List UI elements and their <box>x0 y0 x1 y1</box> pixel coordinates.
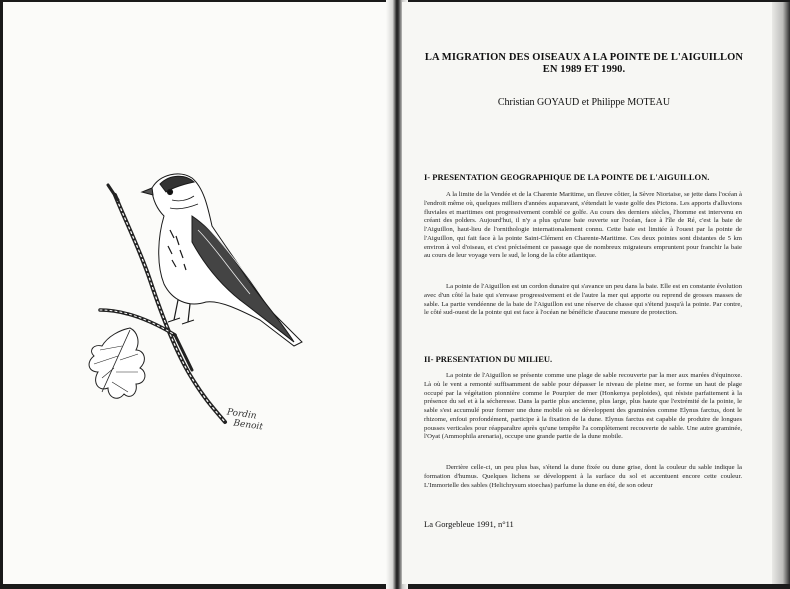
article-authors: Christian GOYAUD et Philippe MOTEAU <box>497 97 671 108</box>
bird-illustration <box>80 160 320 460</box>
page-edge <box>772 2 790 584</box>
paragraph: A la limite de la Vendée et de la Charente Maritime, un fleuve côtier, la Sèvre Niortaise, se jette dans l'océan à l'endroit même où, quelques milliers d'années auparavant, s'étendait le vaste golfe des Pictons. Les apports d'alluvions fluviales et maritimes ont progressivement comblé ce golfe. Au cours des derniers siècles, l'homme est intervenu en créant des polders. Aujourd'hui, il n'y a plus qu'une baie ouverte sur l'océan, face à l'île de Ré, c'est la baie de l'Aiguillon, haut-lieu de l'ornithologie internationalement connu. Cette baie est limitée à l'ouest par la pointe de l'Aiguillon, qui fait face à la pointe Saint-Clément en Charente-Maritime. Ces deux pointes sont distantes de 5 km environ à vol d'oiseau, et c'est précisément ce passage que de nombreux migrateurs empruntent pour franchir la baie au cours de leur voyage vers le sud, le long de la côte atlantique. <box>424 191 742 260</box>
paragraph: La pointe de l'Aiguillon est un cordon dunaire qui s'avance un peu dans la baie. Elle est en constante évolution avec d'un côté la baie qui s'envase progressivement et de l'autre la mer qui apporte ou reprend de grosses masses de sable. La partie vendéenne de la baie de l'Aiguillon est une réserve de chasse qui s'étend jusqu'à la pointe. Par contre, le côté sud-ouest de la pointe qui est face à l'océan ne bénéficie d'aucune mesure de protection. <box>424 283 742 317</box>
paragraph: Derrière celle-ci, un peu plus bas, s'étend la dune fixée ou dune grise, dont la couleur du sable indique la formation d'humus. Quelques lichens se développent à la surface du sol et accentuent encore cette couleur. L'Immortelle des sables (Helichrysum stoechas) parfume la dune en été, de son odeur <box>424 464 742 489</box>
paragraph: La pointe de l'Aiguillon se présente comme une plage de sable recouverte par la mer aux marées d'équinoxe. Là où le vent a remonté suffisamment de sable pour dépasser le niveau de pleine mer, se forme un haut de plage occupé par la végétation pionnière comme le Pourpier de mer (Honkenya peploides), qui résiste parfaitement à la présence du sel et à la sécheresse. Dans la partie plus ancienne, plus large, plus haute que l'extrémité de la pointe, le sable s'est accumulé pour former une dune mobile où se développent des graminées comme Elynus farctus, dont le rhizome, enfoui profondément, participe à la fixation de la dune. Elynus farctus est capable de produire de longues pousses verticales pour réapparaître après qu'une tempête l'a complètement recouverte de sable. Une autre graminée, l'Oyat (Ammophila arenaria), occupe une grande partie de la dune mobile. <box>424 372 742 441</box>
signature-line: Benoit <box>232 418 264 433</box>
title-line: LA MIGRATION DES OISEAUX A LA POINTE DE L'AIGUILLON <box>424 52 744 63</box>
page-footer: La Gorgebleue 1991, n°11 <box>424 519 514 529</box>
article-title <box>414 52 754 76</box>
oak-leaf-drawing <box>89 328 145 398</box>
title-line: EN 1989 ET 1990. <box>542 64 626 75</box>
section-heading: I- PRESENTATION GEOGRAPHIQUE DE LA POINTE DE L'AIGUILLON. <box>424 172 710 182</box>
section-heading: II- PRESENTATION DU MILIEU. <box>424 354 553 364</box>
signature-line: Pordin <box>226 407 258 422</box>
